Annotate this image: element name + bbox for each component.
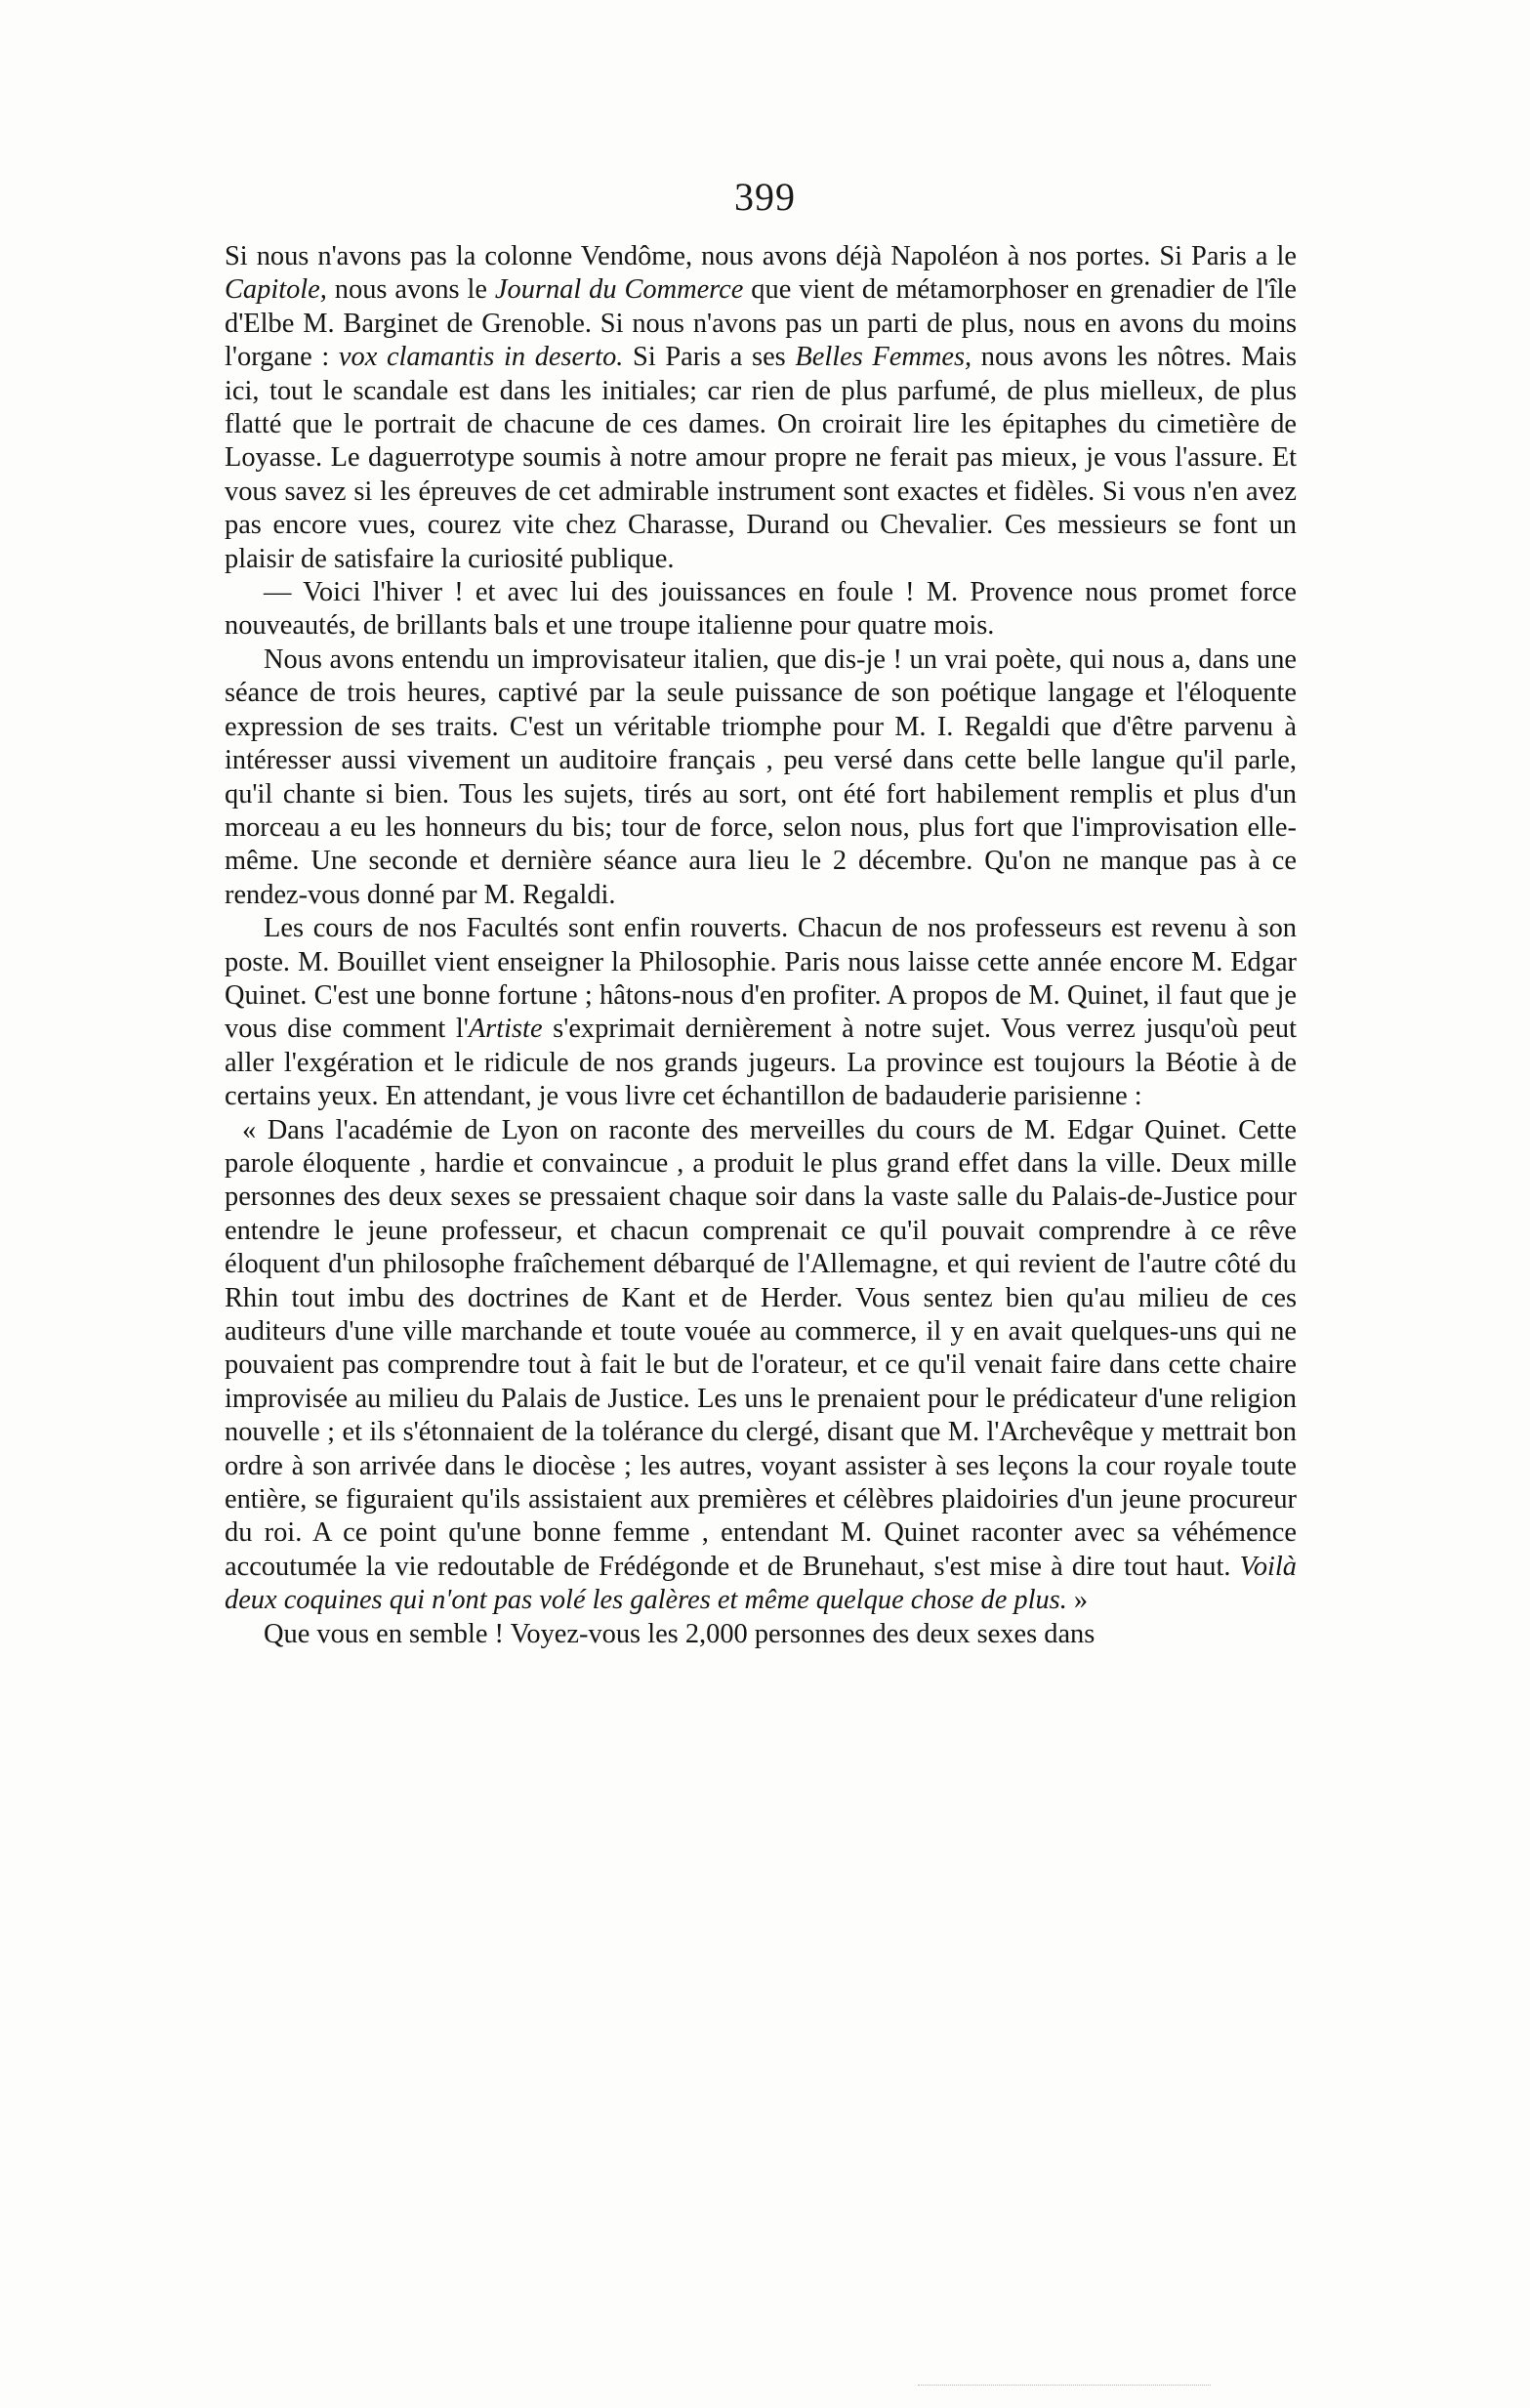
- paragraph: [225, 576, 1297, 644]
- text-run: Nous avons entendu un improvisateur italien, que dis-je ! un vrai poète, qui nous a, dans une séance de trois heures, captivé par la seule puissance de son poétique langage et l'éloquente expression de ses traits. C'est un véritable triomphe pour M. I. Regaldi que d'être parvenu à intéresser aussi vivement un auditoire français , peu versé dans cette belle langue qu'il parle, qu'il chante si bien. Tous les sujets, tirés au sort, ont été fort habilement remplis et plus d'un morceau a eu les honneurs du bis; tour de force, selon nous, plus fort que l'improvisation elle-même. Une seconde et dernière séance aura lieu le 2 décembre. Qu'on ne manque pas à ce rendez-vous donné par M. Regaldi.: [225, 644, 1297, 910]
- italic-run: Artiste: [468, 1014, 543, 1045]
- scan-artifact-line: [918, 2385, 1211, 2386]
- text-run: »: [1066, 1585, 1089, 1616]
- text-run: s'exprimait dernièrement à notre sujet. Vous verrez jusqu'où peut aller l'exgération et le ridicule de nos grands jugeurs. La province est toujours la Béotie à de certains yeux. En attendant, je vous livre cet échantillon de badauderie parisienne :: [225, 1014, 1297, 1112]
- paragraph: [225, 912, 1297, 1113]
- body-text: [225, 240, 1297, 1651]
- quoted-paragraph: [225, 1114, 1297, 1618]
- page-number: 399: [734, 175, 796, 219]
- paragraph: [225, 240, 1297, 576]
- italic-run: Voilà deux coquines qui n'ont pas volé les galères et même quelque chose de plus.: [225, 1551, 1297, 1616]
- italic-run: Belles Femmes,: [795, 342, 972, 373]
- italic-run: vox clamantis in deserto.: [338, 342, 624, 373]
- paragraph: [225, 1618, 1297, 1651]
- text-run: — Voici l'hiver ! et avec lui des jouissances en foule ! M. Provence nous promet force nouveautés, de brillants bals et une troupe italienne pour quatre mois.: [225, 577, 1297, 642]
- text-run: nous avons les nôtres. Mais ici, tout le scandale est dans les initiales; car rien de plus parfumé, de plus mielleux, de plus flatté que le portrait de chacune de ces dames. On croirait lire les épitaphes du cimetière de Loyasse. Le daguerrotype soumis à notre amour propre ne ferait pas mieux, je vous l'assure. Et vous savez si les épreuves de cet admirable instrument sont exactes et fidèles. Si vous n'en avez pas encore vues, courez vite chez Charasse, Durand ou Chevalier. Ces messieurs se font un plaisir de satisfaire la curiosité publique.: [225, 342, 1297, 574]
- text-run: que vient de métamorphoser en grenadier de l'île d'Elbe M. Barginet de Grenoble. Si nous n'avons pas un parti de plus, nous en avons du moins l'organe :: [225, 274, 1298, 373]
- text-run: Que vous en semble ! Voyez-vous les 2,000 personnes des deux sexes dans: [264, 1618, 1096, 1649]
- italic-run: Journal du Commerce: [494, 274, 744, 306]
- paragraph: [225, 644, 1297, 912]
- text-run: Si nous n'avons pas la colonne Vendôme, nous avons déjà Napoléon à nos portes. Si Paris a le: [225, 241, 1297, 271]
- text-run: nous avons le: [326, 274, 495, 306]
- text-run: Si Paris a ses: [623, 342, 796, 373]
- italic-run: Capitole,: [225, 274, 327, 306]
- text-run: « Dans l'académie de Lyon on raconte des merveilles du cours de M. Edgar Quinet. Cette parole éloquente , hardie et convaincue , a produit le plus grand effet dans la ville. Deux mille personnes des deux sexes se pressaient chaque soir dans la vaste salle du Palais-de-Justice pour entendre le jeune professeur, et chacun comprenait ce qu'il pouvait comprendre à ce rêve éloquent d'un philosophe fraîchement débarqué de l'Allemagne, et qui revient de l'autre côté du Rhin tout imbu des doctrines de Kant et de Herder. Vous sentez bien qu'au milieu de ces auditeurs d'une ville marchande et toute vouée au commerce, il y en avait quelques-uns qui ne pouvaient pas comprendre tout à fait le but de l'orateur, et ce qu'il venait faire dans cette chaire improvisée au milieu du Palais de Justice. Les uns le prenaient pour le prédicateur d'une religion nouvelle ; et ils s'étonnaient de la tolérance du clergé, disant que M. l'Archevêque y mettrait bon ordre à son arrivée dans le diocèse ; les autres, voyant assister à ses leçons la cour royale toute entière, se figuraient qu'ils assistaient aux premières et célèbres plaidoiries d'un jeune procureur du roi. A ce point qu'une bonne femme , entendant M. Quinet raconter avec sa véhémence accoutumée la vie redoutable de Frédégonde et de Brunehaut, s'est mise à dire tout haut.: [225, 1114, 1297, 1582]
- text-run: Les cours de nos Facultés sont enfin rouverts. Chacun de nos professeurs est revenu à son poste. M. Bouillet vient enseigner la Philosophie. Paris nous laisse cette année encore M. Edgar Quinet. C'est une bonne fortune ; hâtons-nous d'en profiter. A propos de M. Quinet, il faut que je vous dise comment l': [225, 913, 1297, 1045]
